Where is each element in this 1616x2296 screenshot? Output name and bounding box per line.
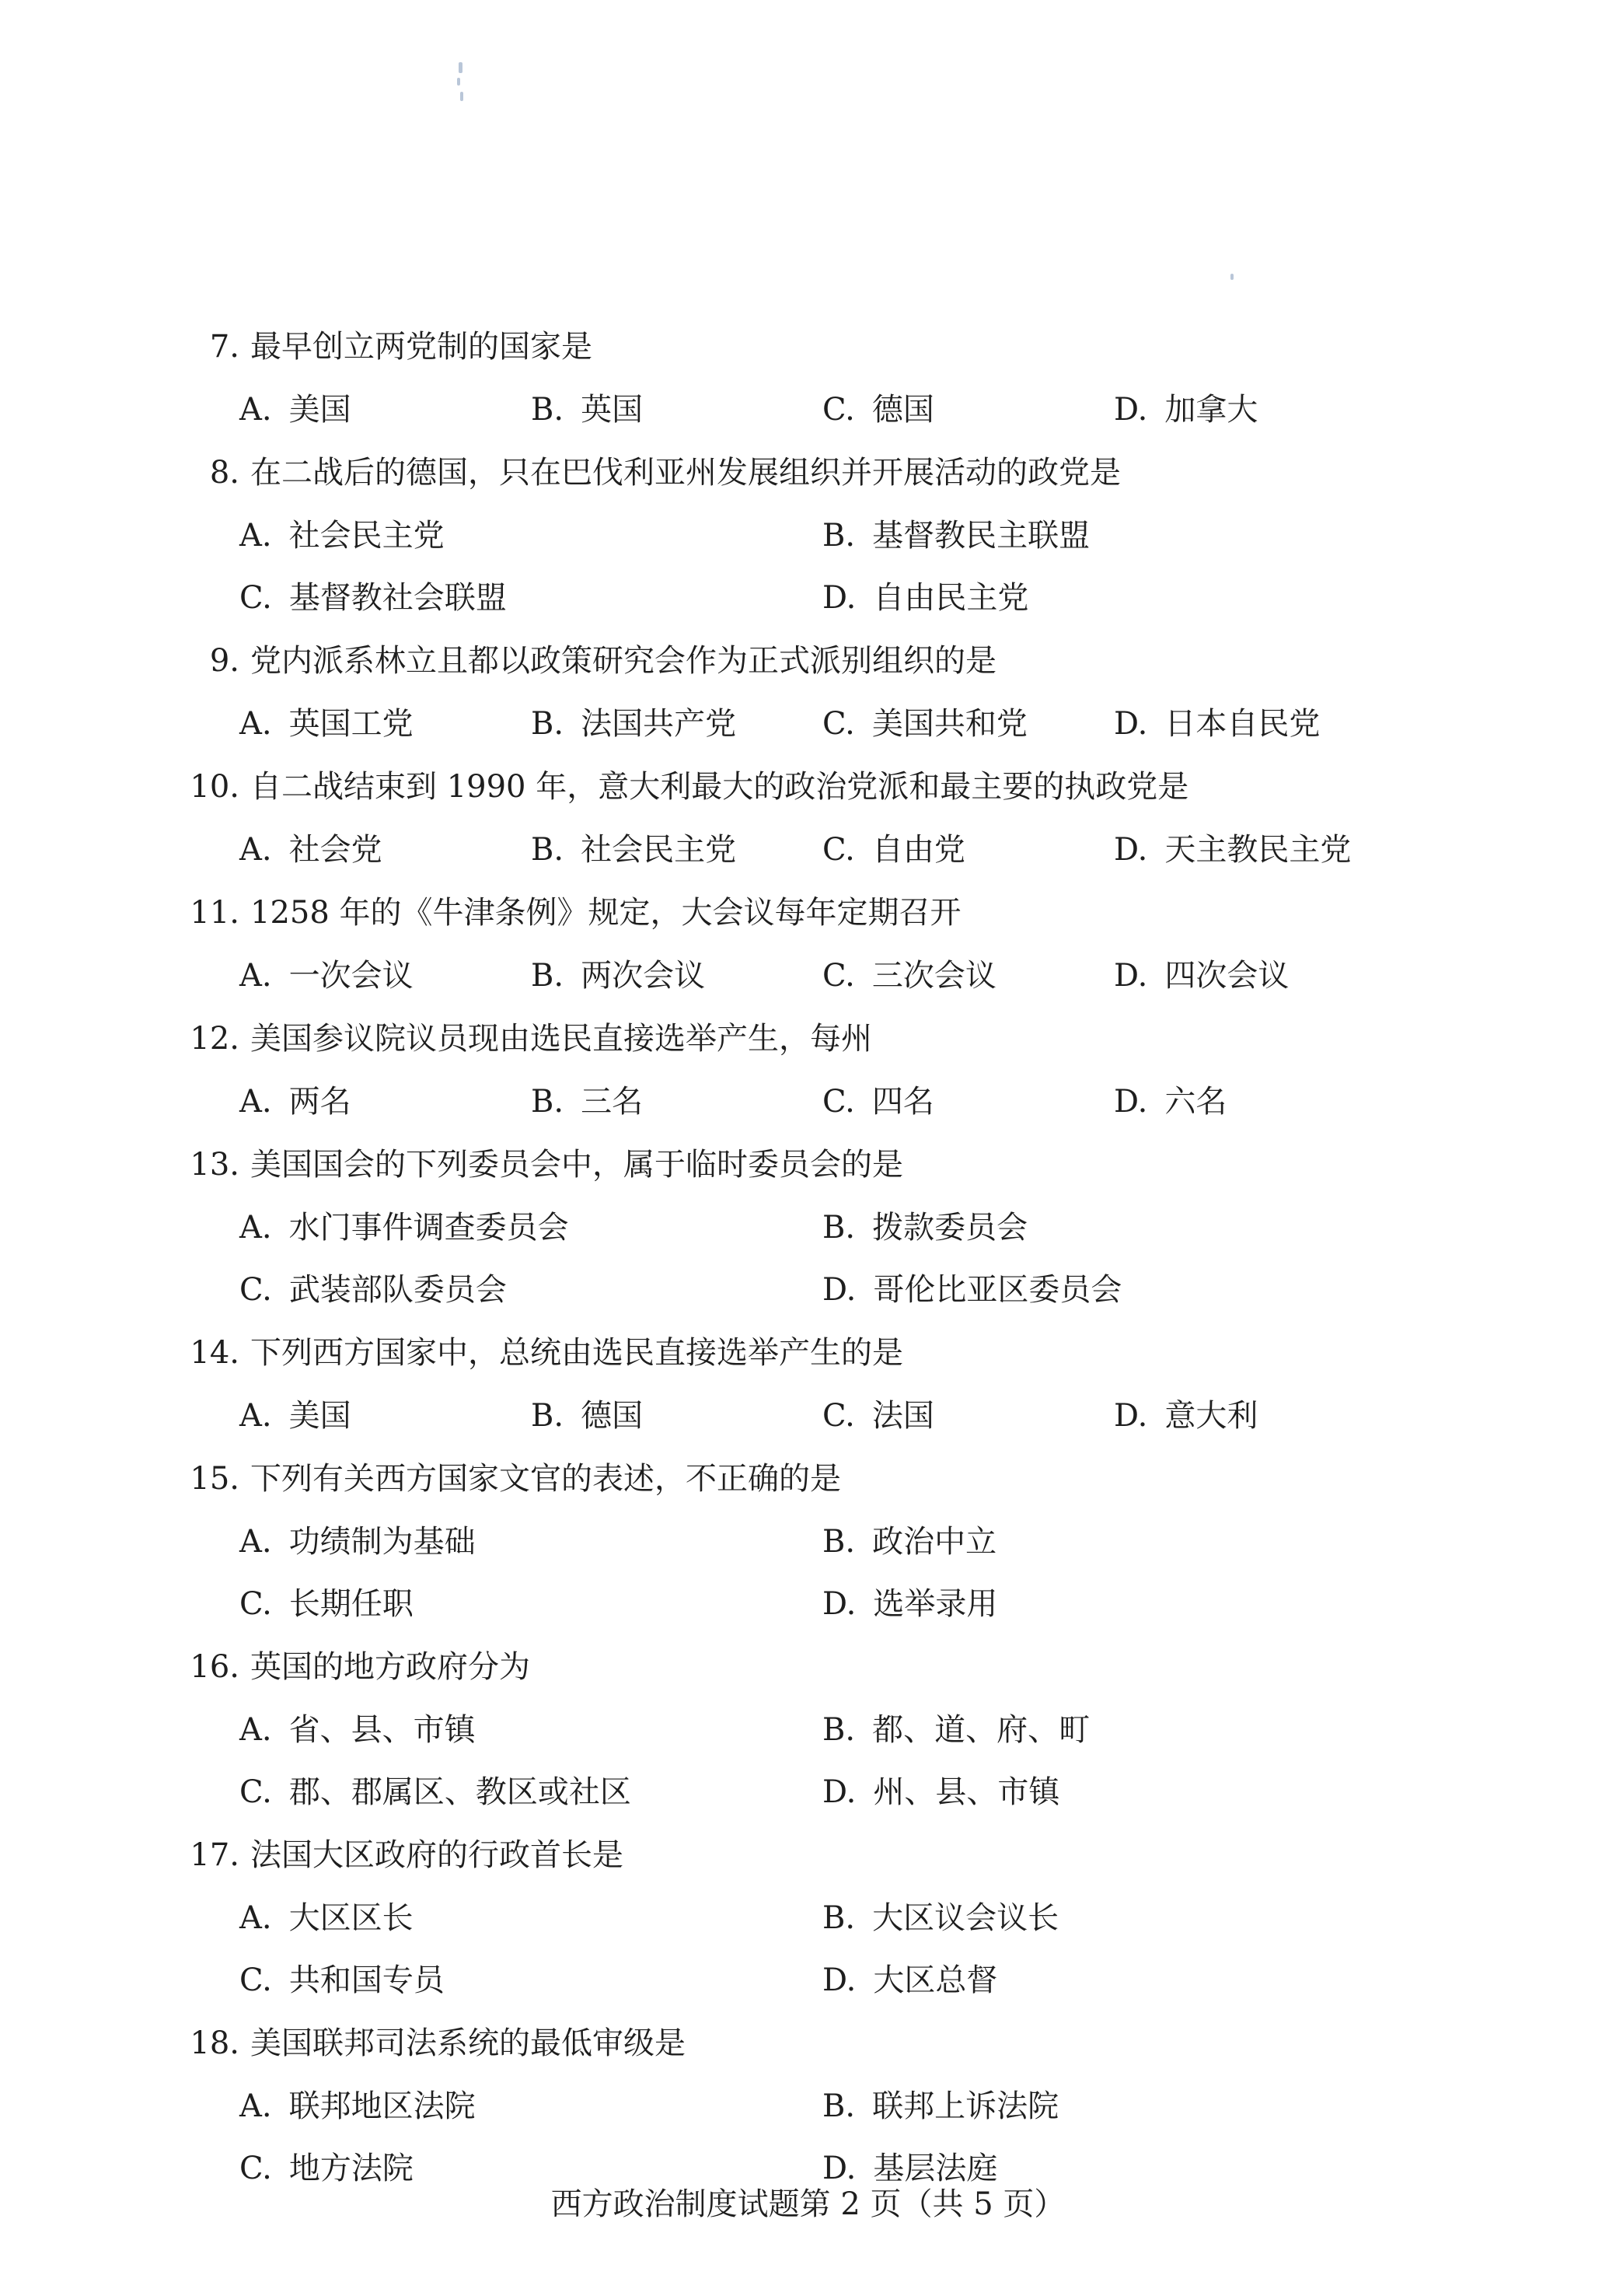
option-label: C. [822,958,855,994]
option-text: 基层法庭 [873,2151,998,2186]
question-stem [177,755,1390,819]
option-text: 英国 [581,392,644,428]
option-label: C. [239,1586,272,1622]
option-label: B. [822,1712,856,1748]
question-text: 英国的地方政府分为 [250,1649,530,1685]
option-text: 基督教民主联盟 [872,518,1091,554]
options-row [177,567,1390,629]
option-b [531,379,643,441]
options-row [177,1699,1390,1761]
question-10 [177,755,1390,881]
option-b [822,1511,996,1573]
question-text: 1258 年的《牛津条例》规定，大会议每年定期召开 [250,895,962,931]
question-stem [177,629,1390,693]
option-text: 拨款委员会 [872,1210,1028,1246]
question-text: 下列有关西方国家文官的表述，不正确的是 [250,1461,841,1497]
option-label: C. [239,1962,272,1998]
option-text: 功绩制为基础 [288,1524,476,1560]
option-label: C. [822,1084,855,1120]
option-a [239,1887,414,1949]
option-label: C. [822,392,855,428]
option-label: A. [239,1084,272,1120]
options-row [177,2075,1390,2137]
option-text: 哥伦比亚区委员会 [873,1272,1122,1308]
option-text: 自由党 [871,832,965,868]
option-text: 大区议会议长 [872,1900,1059,1936]
question-7 [177,315,1390,441]
options-row [177,693,1390,755]
option-label: D. [1114,392,1148,428]
option-text: 地方法院 [288,2151,414,2186]
option-d [822,1949,997,2011]
option-text: 水门事件调查委员会 [288,1210,569,1246]
option-label: D. [1114,706,1148,742]
option-label: D. [1114,1398,1148,1434]
options-row [177,1573,1390,1635]
option-text: 郡、郡属区、教区或社区 [288,1774,631,1810]
question-16 [177,1635,1390,1823]
option-label: B. [822,1900,856,1936]
option-text: 法国 [871,1398,934,1434]
option-label: B. [531,706,564,742]
option-label: B. [531,1398,564,1434]
option-label: D. [822,2151,857,2186]
options-row [177,1259,1390,1321]
question-number: 15. [190,1461,239,1497]
options-row [177,1949,1390,2011]
question-8 [177,441,1390,629]
option-text: 四名 [871,1084,934,1120]
question-stem [177,315,1390,379]
option-text: 两名 [288,1084,351,1120]
option-c [822,1385,934,1447]
option-label: C. [822,1398,855,1434]
option-label: A. [239,832,272,868]
option-d [1114,1385,1258,1447]
option-text: 美国 [288,1398,351,1434]
question-number: 14. [190,1335,239,1371]
option-text: 美国 [288,392,351,428]
option-text: 加拿大 [1164,392,1258,428]
question-12 [177,1007,1390,1133]
option-label: A. [239,1210,272,1246]
option-c [822,1071,934,1133]
option-c [822,379,934,441]
option-text: 一次会议 [288,958,414,994]
option-text: 省、县、市镇 [288,1712,476,1748]
option-label: B. [822,518,856,554]
option-label: C. [239,580,272,616]
question-number: 7. [209,329,239,365]
option-d [1114,1071,1227,1133]
option-a [239,819,382,881]
option-label: A. [239,1524,272,1560]
option-d [1114,693,1320,755]
option-label: C. [822,706,855,742]
option-label: A. [239,518,272,554]
option-text: 联邦地区法院 [288,2088,476,2124]
question-11 [177,881,1390,1007]
option-a [239,945,414,1007]
option-c [822,819,965,881]
options-row [177,1197,1390,1259]
question-number: 12. [190,1021,239,1057]
option-label: D. [1114,832,1148,868]
option-b [822,1699,1090,1761]
option-text: 意大利 [1164,1398,1258,1434]
option-label: B. [531,1084,564,1120]
option-a [239,2075,476,2137]
option-label: A. [239,1900,272,1936]
option-b [822,1887,1059,1949]
option-text: 政治中立 [872,1524,997,1560]
option-text: 两次会议 [581,958,706,994]
page-footer: 西方政治制度试题第 2 页（共 5 页） [550,2186,1066,2222]
option-text: 长期任职 [288,1586,414,1622]
question-9 [177,629,1390,755]
option-text: 美国共和党 [871,706,1028,742]
question-text: 美国参议院议员现由选民直接选举产生，每州 [250,1021,872,1057]
options-row [177,1385,1390,1447]
option-a [239,1511,476,1573]
option-label: A. [239,706,272,742]
option-text: 共和国专员 [288,1962,445,1998]
option-text: 四次会议 [1164,958,1290,994]
options-row [177,1761,1390,1823]
options-row [177,1887,1390,1949]
option-a [239,1385,351,1447]
option-label: C. [822,832,855,868]
option-text: 基督教社会联盟 [288,580,507,616]
option-text: 大区总督 [873,1962,998,1998]
question-stem [177,1133,1390,1197]
option-label: B. [531,832,564,868]
question-18 [177,2011,1390,2200]
option-b [531,1385,643,1447]
question-stem [177,881,1390,945]
question-text: 美国国会的下列委员会中，属于临时委员会的是 [250,1147,903,1183]
question-stem [177,1823,1390,1887]
question-text: 党内派系林立且都以政策研究会作为正式派别组织的是 [250,643,996,679]
option-b [822,1197,1028,1259]
option-b [531,1071,643,1133]
option-text: 社会民主党 [288,518,445,554]
option-text: 州、县、市镇 [873,1774,1060,1810]
options-row [177,1511,1390,1573]
option-label: A. [239,958,272,994]
option-text: 联邦上诉法院 [872,2088,1059,2124]
option-d [1114,819,1351,881]
question-14 [177,1321,1390,1447]
question-stem [177,2011,1390,2075]
option-d [822,1259,1122,1321]
option-text: 三名 [581,1084,644,1120]
question-number: 10. [190,769,239,805]
option-label: B. [822,1524,856,1560]
option-d [822,1761,1059,1823]
question-number: 9. [209,643,239,679]
option-text: 大区区长 [288,1900,414,1936]
option-c [239,567,507,629]
option-text: 自由民主党 [873,580,1029,616]
option-c [239,1761,631,1823]
question-text: 美国联邦司法系统的最低审级是 [250,2025,686,2061]
question-13 [177,1133,1390,1321]
option-text: 三次会议 [871,958,996,994]
options-row [177,379,1390,441]
option-text: 武装部队委员会 [288,1272,507,1308]
option-label: A. [239,1712,272,1748]
option-label: D. [1114,1084,1148,1120]
question-15 [177,1447,1390,1635]
option-b [822,505,1090,567]
option-c [239,1573,414,1635]
option-a [239,693,414,755]
option-text: 六名 [1164,1084,1227,1120]
option-label: B. [531,392,564,428]
option-a [239,1699,476,1761]
option-d [1114,379,1258,441]
options-row [177,945,1390,1007]
question-text: 最早创立两党制的国家是 [250,329,592,365]
option-label: D. [822,580,857,616]
option-text: 日本自民党 [1164,706,1321,742]
question-stem [177,1321,1390,1385]
question-stem [177,441,1390,505]
option-a [239,505,445,567]
option-d [1114,945,1289,1007]
question-number: 17. [190,1837,239,1873]
question-stem [177,1447,1390,1511]
question-number: 8. [209,455,239,491]
option-label: D. [822,1586,857,1622]
question-number: 13. [190,1147,239,1183]
option-label: B. [531,958,564,994]
option-label: D. [822,1272,857,1308]
option-label: B. [822,1210,856,1246]
question-17 [177,1823,1390,2011]
option-c [239,1949,445,2011]
option-label: D. [822,1962,857,1998]
option-text: 都、道、府、町 [872,1712,1091,1748]
option-c [239,1259,507,1321]
option-c [822,693,1028,755]
option-a [239,1197,569,1259]
option-text: 法国共产党 [581,706,737,742]
question-number: 18. [190,2025,239,2061]
option-d [822,1573,997,1635]
option-text: 德国 [581,1398,644,1434]
option-text: 社会民主党 [581,832,737,868]
option-label: D. [1114,958,1148,994]
option-a [239,379,351,441]
options-row [177,505,1390,567]
option-a [239,1071,351,1133]
question-list [177,315,1390,2200]
option-text: 选举录用 [873,1586,998,1622]
option-b [531,693,736,755]
option-text: 英国工党 [288,706,414,742]
options-row [177,1071,1390,1133]
question-text: 法国大区政府的行政首长是 [250,1837,623,1873]
question-number: 11. [190,895,239,931]
option-text: 社会党 [288,832,382,868]
option-label: A. [239,1398,272,1434]
scan-speck [460,92,463,101]
scan-speck [459,62,462,73]
question-number: 16. [190,1649,239,1685]
option-b [531,945,705,1007]
option-b [822,2075,1059,2137]
option-text: 天主教民主党 [1164,832,1352,868]
question-stem [177,1007,1390,1071]
option-label: A. [239,392,272,428]
option-label: C. [239,1272,272,1308]
option-label: C. [239,1774,272,1810]
option-label: C. [239,2151,272,2186]
option-label: B. [822,2088,856,2124]
option-label: D. [822,1774,857,1810]
question-text: 在二战后的德国，只在巴伐利亚州发展组织并开展活动的政党是 [250,455,1121,491]
scan-speck [1230,274,1234,280]
option-d [822,567,1028,629]
option-text: 德国 [871,392,934,428]
question-text: 下列西方国家中，总统由选民直接选举产生的是 [250,1335,903,1371]
option-b [531,819,736,881]
option-label: A. [239,2088,272,2124]
question-text: 自二战结束到 1990 年，意大利最大的政治党派和最主要的执政党是 [250,769,1189,805]
question-stem [177,1635,1390,1699]
options-row [177,819,1390,881]
scan-speck [457,78,460,86]
option-c [822,945,996,1007]
